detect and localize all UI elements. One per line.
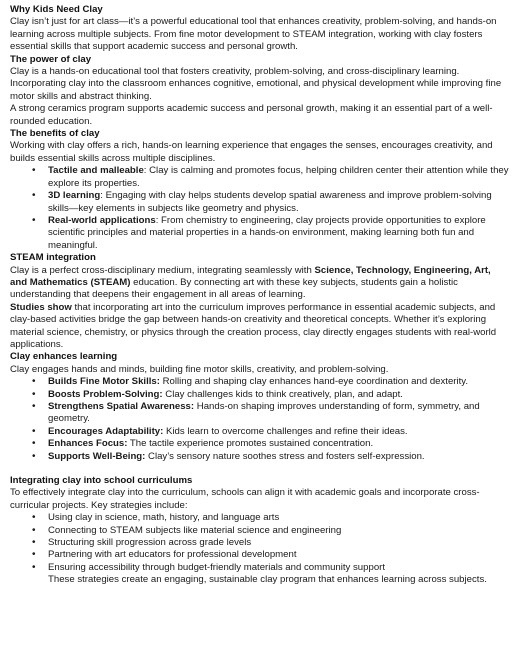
item-bold: Strengthens Spatial Awareness: bbox=[48, 401, 195, 412]
enhances-paragraph: Clay engages hands and minds, building fine motor skills, creativity, and problem-solving. bbox=[10, 363, 389, 375]
list-item: • Partnering with art educators for professional development bbox=[48, 549, 509, 561]
list-item bbox=[48, 376, 509, 388]
list-item: • Ensuring accessibility through budget-friendly materials and community support bbox=[48, 562, 509, 574]
item-text: : Clay is calming and promotes focus, helping children center their attention while they explore its properties. bbox=[48, 165, 509, 189]
list-item bbox=[48, 426, 509, 438]
item-bold: Boosts Problem-Solving: bbox=[48, 388, 163, 400]
item-bold: Supports Well-Being: bbox=[48, 450, 146, 462]
item-text: Rolling and shaping clay enhances hand-eye coordination and dexterity. bbox=[159, 376, 469, 388]
item-bold: Builds Fine Motor Skills: bbox=[48, 376, 160, 388]
studies-bold: Studies show bbox=[10, 301, 72, 313]
item-bold: 3D learning bbox=[48, 190, 101, 202]
enhances-heading: Clay enhances learning bbox=[10, 351, 118, 363]
item-bold: Enhances Focus: bbox=[48, 438, 128, 450]
power-paragraph-1: Clay is a hands-on educational tool that fosters creativity, problem-solving, and cross-disciplinary learning. Incorporating clay into the classroom enhances cognitive, emotional, and physical development while improving fine motor skills and abstract thinking. bbox=[10, 66, 502, 102]
integrating-paragraph: To effectively integrate clay into the curriculum, schools can align it with academic goals and incorporate cross-curricular projects. Key strategies include: bbox=[10, 487, 480, 511]
item-text: The tactile experience promotes sustained concentration. bbox=[127, 438, 374, 450]
benefits-paragraph: Working with clay offers a rich, hands-on learning experience that engages the senses, encourages creativity, and builds essential skills across multiple disciplines. bbox=[10, 140, 493, 164]
steam-paragraph-2 bbox=[10, 302, 509, 352]
integrating-list bbox=[10, 512, 509, 574]
item-text: : From chemistry to engineering, clay projects provide opportunities to explore scientific principles and material properties in a hands-on environment, making learning both fun and meaningful. bbox=[48, 214, 486, 251]
page-title: Why Kids Need Clay bbox=[10, 4, 103, 15]
benefits-heading: The benefits of clay bbox=[10, 128, 100, 140]
list-item bbox=[48, 190, 509, 215]
item-text: Hands-on shaping improves understanding of form, symmetry, and geometry. bbox=[48, 401, 480, 425]
item-text: Kids learn to overcome challenges and refine their ideas. bbox=[163, 425, 408, 437]
power-heading: The power of clay bbox=[10, 53, 92, 65]
item-bold: Encourages Adaptability: bbox=[48, 425, 164, 437]
steam-text: Clay is a perfect cross-disciplinary medium, integrating seamlessly with bbox=[10, 264, 315, 276]
list-item: • Using clay in science, math, history, and language arts bbox=[48, 512, 509, 524]
item-bold: Real-world applications bbox=[48, 214, 156, 226]
item-text: : Engaging with clay helps students develop spatial awareness and improve problem-solving skills—key elements in subjects like geometry and physics. bbox=[48, 190, 492, 214]
item-text: Clay challenges kids to think creatively, plan, and adapt. bbox=[162, 388, 403, 400]
steam-paragraph-1 bbox=[10, 265, 509, 302]
steam-bold: Science, Technology, Engineering, Art, and Mathematics (STEAM) bbox=[10, 264, 491, 288]
spacer bbox=[10, 463, 509, 475]
power-paragraph-2: A strong ceramics program supports academic success and personal growth, making it an essential part of a well-rounded education. bbox=[10, 103, 493, 127]
list-item bbox=[48, 389, 509, 401]
list-item: • Structuring skill progression across grade levels bbox=[48, 537, 509, 549]
list-item bbox=[48, 401, 509, 426]
enhances-list bbox=[10, 376, 509, 463]
list-item bbox=[48, 438, 509, 450]
integrating-closing: These strategies create an engaging, sustainable clay program that enhances learning across subjects. bbox=[48, 574, 487, 586]
list-item bbox=[48, 215, 509, 252]
item-text: Clay’s sensory nature soothes stress and fosters self-expression. bbox=[145, 450, 425, 462]
list-item bbox=[48, 165, 509, 190]
item-bold: Tactile and malleable bbox=[48, 165, 144, 177]
list-item: • Connecting to STEAM subjects like material science and engineering bbox=[48, 525, 509, 537]
benefits-list bbox=[10, 165, 509, 252]
steam-heading: STEAM integration bbox=[10, 252, 96, 264]
integrating-heading: Integrating clay into school curriculums bbox=[10, 475, 193, 487]
studies-text: that incorporating art into the curriculum improves performance in essential academic subjects, and clay-based activities bridge the gap between hands-on creativity and theoretical concepts. Whether it’s exploring material science, chemistry, or physics through the creation process, clay directly engages students with real-world applications. bbox=[10, 301, 497, 350]
steam-text-2: education. By connecting art with these key subjects, students gain a holistic understanding that deepens their engagement in all areas of learning. bbox=[10, 276, 458, 301]
list-item bbox=[48, 451, 509, 463]
intro-paragraph: Clay isn’t just for art class—it’s a powerful educational tool that enhances creativity, problem-solving, and hands-on learning across multiple subjects. From fine motor development to STEAM integration, working with clay fosters essential skills that support academic success and personal growth. bbox=[10, 16, 497, 53]
